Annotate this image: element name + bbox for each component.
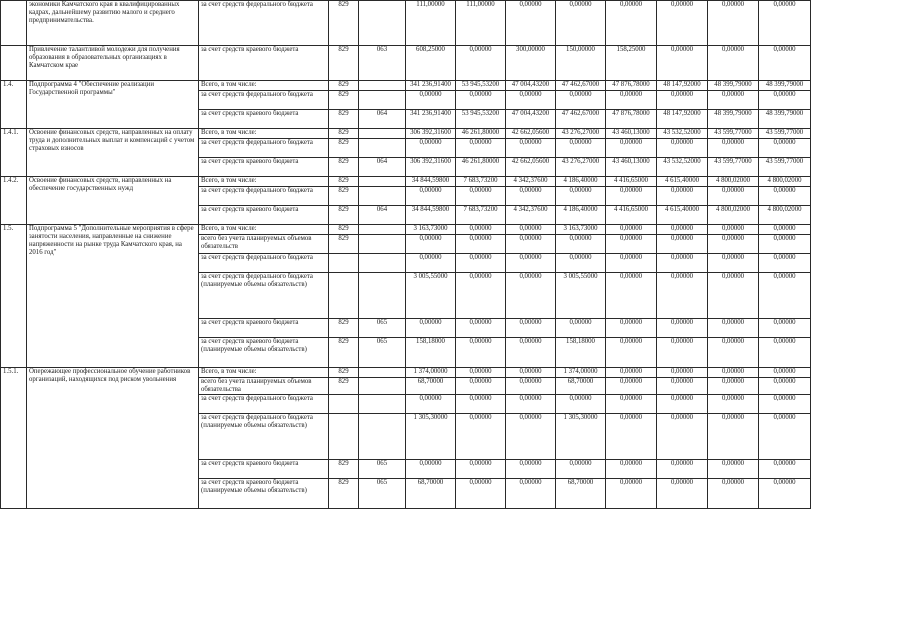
- table-cell: 0,00000: [406, 235, 456, 254]
- table-cell: за счет средств краевого бюджета: [199, 460, 329, 479]
- table-cell: 4 416,65000: [606, 177, 657, 187]
- empty-cell: [359, 139, 406, 158]
- table-cell: 306 392,31600: [406, 129, 456, 139]
- table-cell: 0,00000: [657, 319, 708, 338]
- table-cell: за счет средств федерального бюджета: [199, 91, 329, 110]
- table-cell: за счет средств федерального бюджета: [199, 395, 329, 414]
- table-cell: 0,00000: [556, 460, 606, 479]
- table-cell: Подпрограмма 4 "Обеспечение реализации Государственной программы": [27, 81, 199, 129]
- table-cell: 0,00000: [506, 91, 556, 110]
- table-cell: 46 261,80000: [456, 158, 506, 177]
- table-cell: 46 261,80000: [456, 129, 506, 139]
- table-cell: 43 599,77000: [708, 129, 759, 139]
- table-cell: 341 236,91400: [406, 81, 456, 91]
- table-cell: 829: [329, 129, 359, 139]
- table-cell: 53 945,53200: [456, 81, 506, 91]
- table-cell: 0,00000: [406, 395, 456, 414]
- table-cell: 0,00000: [406, 319, 456, 338]
- table-cell: 829: [329, 368, 359, 378]
- table-cell: 0,00000: [759, 460, 811, 479]
- table-cell: 0,00000: [708, 273, 759, 319]
- table-cell: 0,00000: [556, 1, 606, 46]
- table-cell: 111,00000: [456, 1, 506, 46]
- table-cell: 0,00000: [556, 235, 606, 254]
- table-cell: 829: [329, 206, 359, 225]
- table-cell: Освоение финансовых средств, направленных на обеспечение государственных нужд: [27, 177, 199, 225]
- table-cell: 0,00000: [506, 378, 556, 395]
- table-cell: 064: [359, 206, 406, 225]
- table-cell: 48 399,79000: [708, 110, 759, 129]
- table-cell: 0,00000: [456, 225, 506, 235]
- table-cell: 0,00000: [606, 139, 657, 158]
- table-cell: 0,00000: [406, 187, 456, 206]
- table-cell: 0,00000: [759, 273, 811, 319]
- table-cell: 158,18000: [556, 338, 606, 368]
- table-cell: 0,00000: [657, 235, 708, 254]
- table-cell: за счет средств краевого бюджета: [199, 46, 329, 81]
- table-cell: 68,70000: [556, 378, 606, 395]
- table-cell: 0,00000: [657, 139, 708, 158]
- table-cell: 1.5.1.: [1, 368, 27, 509]
- table-cell: 0,00000: [759, 225, 811, 235]
- table-cell: 0,00000: [456, 378, 506, 395]
- table-cell: 0,00000: [606, 254, 657, 273]
- table-cell: 0,00000: [606, 319, 657, 338]
- table-row: [1, 81, 811, 91]
- empty-cell: [359, 254, 406, 273]
- table-cell: 43 276,27000: [556, 158, 606, 177]
- table-cell: 0,00000: [759, 368, 811, 378]
- table-cell: 0,00000: [657, 460, 708, 479]
- table-cell: 0,00000: [759, 1, 811, 46]
- table-cell: 42 662,05600: [506, 129, 556, 139]
- table-cell: 42 662,05600: [506, 158, 556, 177]
- table-cell: 0,00000: [556, 395, 606, 414]
- empty-cell: [329, 254, 359, 273]
- empty-cell: [359, 273, 406, 319]
- table-cell: 0,00000: [759, 395, 811, 414]
- table-cell: 0,00000: [456, 395, 506, 414]
- table-cell: 0,00000: [456, 139, 506, 158]
- table-cell: 3 163,73000: [406, 225, 456, 235]
- table-cell: 0,00000: [657, 338, 708, 368]
- table-cell: 829: [329, 110, 359, 129]
- table-cell: 829: [329, 319, 359, 338]
- table-cell: 0,00000: [606, 378, 657, 395]
- empty-cell: [359, 225, 406, 235]
- table-cell: 47 876,78000: [606, 110, 657, 129]
- table-cell: Привлечение талантливой молодежи для получения образования в образовательных организациях в Камчатском крае: [27, 46, 199, 81]
- table-cell: 0,00000: [657, 479, 708, 509]
- table-cell: за счет средств краевого бюджета: [199, 158, 329, 177]
- table-cell: 065: [359, 319, 406, 338]
- table-cell: всего без учета планируемых объемов обязательства: [199, 378, 329, 395]
- table-cell: 0,00000: [506, 479, 556, 509]
- table-cell: 0,00000: [708, 319, 759, 338]
- table-cell: 300,00000: [506, 46, 556, 81]
- table-cell: экономики Камчатского края в квалифицированных кадрах, дальнейшему развитию малого и среднего предпринимательства.: [27, 1, 199, 46]
- table-cell: 1.5.: [1, 225, 27, 368]
- table-cell: 47 876,78000: [606, 81, 657, 91]
- table-cell: Всего, в том числе:: [199, 129, 329, 139]
- table-cell: Опережающее профессиональное обучение работников организаций, находящихся под риском увольнения: [27, 368, 199, 509]
- table-cell: 0,00000: [606, 338, 657, 368]
- table-cell: 47 004,43200: [506, 81, 556, 91]
- empty-cell: [1, 1, 27, 46]
- table-cell: 4 800,02000: [708, 206, 759, 225]
- table-cell: 1.4.2.: [1, 177, 27, 225]
- table-cell: 0,00000: [708, 395, 759, 414]
- table-cell: Всего, в том числе:: [199, 177, 329, 187]
- table-cell: 829: [329, 177, 359, 187]
- table-cell: 0,00000: [506, 414, 556, 460]
- table-cell: 829: [329, 378, 359, 395]
- table-cell: 7 683,73200: [456, 206, 506, 225]
- table-cell: 0,00000: [406, 91, 456, 110]
- table-cell: 0,00000: [506, 225, 556, 235]
- table-cell: 829: [329, 460, 359, 479]
- table-cell: 0,00000: [708, 187, 759, 206]
- table-cell: 48 147,92000: [657, 110, 708, 129]
- table-cell: 0,00000: [506, 460, 556, 479]
- table-cell: 0,00000: [759, 235, 811, 254]
- empty-cell: [1, 46, 27, 81]
- table-cell: 3 005,55000: [556, 273, 606, 319]
- table-row: [1, 225, 811, 235]
- table-cell: 0,00000: [657, 273, 708, 319]
- table-cell: 1.4.1.: [1, 129, 27, 177]
- table-cell: 43 599,77000: [759, 129, 811, 139]
- table-cell: 0,00000: [759, 338, 811, 368]
- table-cell: 4 615,40000: [657, 206, 708, 225]
- table-cell: 0,00000: [606, 225, 657, 235]
- table-cell: 0,00000: [708, 414, 759, 460]
- table-cell: 829: [329, 46, 359, 81]
- table-cell: 829: [329, 225, 359, 235]
- table-cell: 0,00000: [606, 395, 657, 414]
- table-cell: за счет средств краевого бюджета: [199, 206, 329, 225]
- table-cell: 43 599,77000: [759, 158, 811, 177]
- empty-cell: [329, 395, 359, 414]
- table-cell: 0,00000: [606, 368, 657, 378]
- table-cell: за счет средств федерального бюджета: [199, 1, 329, 46]
- table-cell: 0,00000: [406, 254, 456, 273]
- table-cell: 0,00000: [556, 319, 606, 338]
- empty-cell: [359, 177, 406, 187]
- table-cell: 47 462,67000: [556, 81, 606, 91]
- table-cell: 829: [329, 81, 359, 91]
- table-cell: 43 532,52000: [657, 129, 708, 139]
- empty-cell: [359, 91, 406, 110]
- table-cell: 0,00000: [456, 368, 506, 378]
- table-cell: 4 186,40000: [556, 177, 606, 187]
- table-cell: за счет средств краевого бюджета (планируемые объемы обязательств): [199, 338, 329, 368]
- table-row: [1, 46, 811, 81]
- table-cell: 47 004,43200: [506, 110, 556, 129]
- table-cell: 0,00000: [759, 378, 811, 395]
- table-cell: 0,00000: [556, 91, 606, 110]
- table-cell: 065: [359, 338, 406, 368]
- table-cell: Всего, в том числе:: [199, 81, 329, 91]
- table-cell: 0,00000: [657, 254, 708, 273]
- table-cell: 0,00000: [506, 338, 556, 368]
- table-cell: за счет средств федерального бюджета: [199, 254, 329, 273]
- table-cell: 7 683,73200: [456, 177, 506, 187]
- table-cell: 608,25000: [406, 46, 456, 81]
- table-cell: 43 460,13000: [606, 158, 657, 177]
- table-cell: 0,00000: [708, 460, 759, 479]
- table-cell: 0,00000: [657, 46, 708, 81]
- table-cell: 065: [359, 479, 406, 509]
- table-cell: 0,00000: [456, 479, 506, 509]
- table-cell: 065: [359, 460, 406, 479]
- table-body: [1, 1, 811, 509]
- table-cell: 0,00000: [506, 254, 556, 273]
- table-cell: 0,00000: [606, 91, 657, 110]
- table-cell: 0,00000: [708, 254, 759, 273]
- table-cell: 3 163,73000: [556, 225, 606, 235]
- empty-cell: [359, 129, 406, 139]
- table-cell: 0,00000: [456, 414, 506, 460]
- table-cell: 0,00000: [759, 319, 811, 338]
- table-cell: 0,00000: [708, 368, 759, 378]
- table-cell: 0,00000: [759, 254, 811, 273]
- table-cell: 0,00000: [456, 338, 506, 368]
- table-cell: 0,00000: [759, 187, 811, 206]
- table-cell: 0,00000: [708, 479, 759, 509]
- table-cell: 829: [329, 139, 359, 158]
- table-cell: 53 945,53200: [456, 110, 506, 129]
- table-cell: 0,00000: [606, 273, 657, 319]
- table-cell: 0,00000: [708, 235, 759, 254]
- table-cell: 1 374,00000: [556, 368, 606, 378]
- table-cell: 063: [359, 46, 406, 81]
- table-row: [1, 1, 811, 46]
- table-cell: 0,00000: [606, 460, 657, 479]
- table-cell: 47 462,67000: [556, 110, 606, 129]
- table-cell: 0,00000: [456, 254, 506, 273]
- table-cell: 0,00000: [759, 414, 811, 460]
- table-cell: 48 399,79000: [759, 81, 811, 91]
- table-cell: 0,00000: [606, 479, 657, 509]
- table-cell: 0,00000: [657, 91, 708, 110]
- table-cell: 0,00000: [657, 395, 708, 414]
- table-cell: 064: [359, 110, 406, 129]
- table-cell: 43 276,27000: [556, 129, 606, 139]
- table-cell: 1 305,30000: [556, 414, 606, 460]
- table-cell: 48 399,79000: [708, 81, 759, 91]
- table-row: [1, 177, 811, 187]
- table-row: [1, 129, 811, 139]
- table-cell: 829: [329, 187, 359, 206]
- table-cell: 0,00000: [456, 187, 506, 206]
- table-cell: 1 305,30000: [406, 414, 456, 460]
- table-cell: 306 392,31600: [406, 158, 456, 177]
- table-cell: 4 800,02000: [708, 177, 759, 187]
- table-cell: 0,00000: [506, 235, 556, 254]
- table-cell: Всего, в том числе:: [199, 368, 329, 378]
- table-cell: 829: [329, 1, 359, 46]
- table-cell: 43 460,13000: [606, 129, 657, 139]
- table-cell: 0,00000: [506, 319, 556, 338]
- table-cell: 829: [329, 235, 359, 254]
- table-cell: 0,00000: [606, 414, 657, 460]
- table-cell: 0,00000: [759, 479, 811, 509]
- table-cell: 0,00000: [456, 91, 506, 110]
- table-cell: 341 236,91400: [406, 110, 456, 129]
- table-cell: 0,00000: [456, 46, 506, 81]
- table-cell: 829: [329, 158, 359, 177]
- table-cell: 4 342,37600: [506, 206, 556, 225]
- empty-cell: [359, 378, 406, 395]
- table-cell: 68,70000: [406, 479, 456, 509]
- table-cell: за счет средств федерального бюджета: [199, 187, 329, 206]
- table-cell: 43 532,52000: [657, 158, 708, 177]
- empty-cell: [359, 414, 406, 460]
- table-cell: 4 615,40000: [657, 177, 708, 187]
- table-cell: 0,00000: [708, 91, 759, 110]
- empty-cell: [359, 81, 406, 91]
- table-cell: 0,00000: [657, 378, 708, 395]
- table-cell: 829: [329, 91, 359, 110]
- table-cell: 68,70000: [406, 378, 456, 395]
- table-cell: 4 342,37600: [506, 177, 556, 187]
- table-cell: 68,70000: [556, 479, 606, 509]
- table-cell: 0,00000: [456, 235, 506, 254]
- table-cell: 0,00000: [657, 187, 708, 206]
- table-cell: 158,25000: [606, 46, 657, 81]
- table-cell: 0,00000: [506, 1, 556, 46]
- table-cell: 0,00000: [759, 91, 811, 110]
- table-cell: 829: [329, 338, 359, 368]
- table-cell: 0,00000: [657, 1, 708, 46]
- table-cell: 150,00000: [556, 46, 606, 81]
- table-cell: за счет средств краевого бюджета: [199, 110, 329, 129]
- table-cell: 0,00000: [657, 225, 708, 235]
- table-cell: 0,00000: [456, 273, 506, 319]
- empty-cell: [329, 414, 359, 460]
- table-cell: 0,00000: [759, 46, 811, 81]
- table-cell: 158,18000: [406, 338, 456, 368]
- table-cell: 0,00000: [708, 378, 759, 395]
- table-cell: за счет средств федерального бюджета (планируемые объемы обязательств): [199, 273, 329, 319]
- table-cell: 0,00000: [606, 187, 657, 206]
- table-cell: 48 399,79000: [759, 110, 811, 129]
- table-row: [1, 368, 811, 378]
- empty-cell: [359, 235, 406, 254]
- table-cell: 0,00000: [506, 139, 556, 158]
- empty-cell: [329, 273, 359, 319]
- table-cell: 829: [329, 479, 359, 509]
- table-cell: 0,00000: [606, 1, 657, 46]
- table-cell: Подпрограмма 5 "Дополнительные мероприятия в сфере занятости населения, направленные на снижение напряженности на рынке труда Камчатского края, на 2016 год": [27, 225, 199, 368]
- table-cell: 0,00000: [406, 139, 456, 158]
- table-cell: 0,00000: [759, 139, 811, 158]
- table-cell: 0,00000: [456, 460, 506, 479]
- table-cell: 0,00000: [606, 235, 657, 254]
- table-cell: за счет средств федерального бюджета (планируемые объемы обязательств): [199, 414, 329, 460]
- table-cell: 0,00000: [506, 395, 556, 414]
- table-cell: 4 800,02000: [759, 206, 811, 225]
- table-cell: 34 844,59800: [406, 206, 456, 225]
- table-cell: 0,00000: [708, 46, 759, 81]
- empty-cell: [359, 1, 406, 46]
- table-cell: 111,00000: [406, 1, 456, 46]
- table-cell: 48 147,92000: [657, 81, 708, 91]
- table-cell: 0,00000: [456, 319, 506, 338]
- table-cell: 0,00000: [506, 368, 556, 378]
- table-cell: за счет средств краевого бюджета: [199, 319, 329, 338]
- table-cell: 4 416,65000: [606, 206, 657, 225]
- table-cell: 43 599,77000: [708, 158, 759, 177]
- table-cell: всего без учета планируемых объемов обязательств: [199, 235, 329, 254]
- table-cell: 0,00000: [657, 368, 708, 378]
- empty-cell: [359, 368, 406, 378]
- table-cell: 0,00000: [406, 460, 456, 479]
- table-cell: 0,00000: [657, 414, 708, 460]
- table-cell: 4 186,40000: [556, 206, 606, 225]
- table-cell: 0,00000: [708, 1, 759, 46]
- table-cell: 4 800,02000: [759, 177, 811, 187]
- table-cell: 0,00000: [708, 225, 759, 235]
- table-cell: Освоение финансовых средств, направленных на оплату труда и дополнительных выплат и компенсаций с учетом страховых взносов: [27, 129, 199, 177]
- table-cell: 3 005,55000: [406, 273, 456, 319]
- table-cell: за счет средств краевого бюджета (планируемые объемы обязательств): [199, 479, 329, 509]
- table-cell: 0,00000: [506, 187, 556, 206]
- table-cell: 064: [359, 158, 406, 177]
- table-cell: 0,00000: [556, 254, 606, 273]
- table-cell: 0,00000: [506, 273, 556, 319]
- table-cell: за счет средств федерального бюджета: [199, 139, 329, 158]
- table-cell: 1.4.: [1, 81, 27, 129]
- table-cell: 0,00000: [556, 139, 606, 158]
- empty-cell: [359, 395, 406, 414]
- table-cell: 34 844,59800: [406, 177, 456, 187]
- table-cell: Всего, в том числе:: [199, 225, 329, 235]
- table-cell: 0,00000: [708, 139, 759, 158]
- table-cell: 0,00000: [556, 187, 606, 206]
- empty-cell: [359, 187, 406, 206]
- table-cell: 0,00000: [708, 338, 759, 368]
- table-cell: 1 374,00000: [406, 368, 456, 378]
